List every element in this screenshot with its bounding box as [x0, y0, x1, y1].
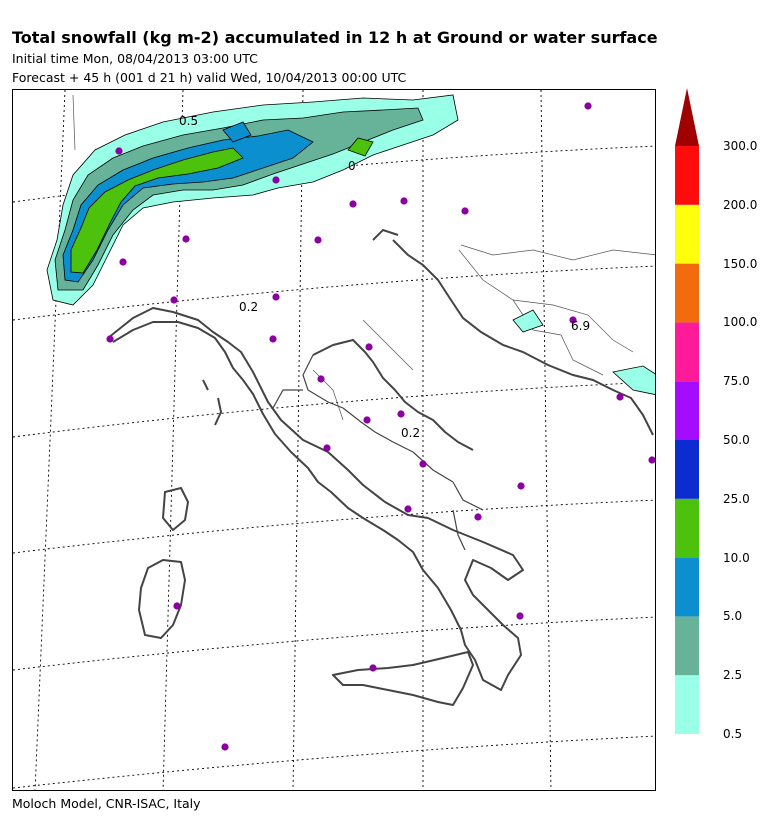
- colorbar-graphic: [675, 88, 699, 736]
- colorbar-swatch: [675, 616, 699, 675]
- colorbar-level-label: 0.5: [723, 727, 743, 741]
- map-title: Total snowfall (kg m-2) accumulated in 12 h at Ground or water surface: [12, 28, 658, 47]
- coastlines: [108, 308, 523, 705]
- colorbar-swatch: [675, 675, 699, 734]
- contour-label: 6.9: [571, 319, 591, 333]
- map-panel: [12, 89, 656, 791]
- colorbar-swatch: [675, 205, 699, 264]
- contour-label: 0.2: [239, 300, 259, 314]
- colorbar-level-label: 5.0: [723, 609, 743, 624]
- colorbar: [675, 88, 699, 736]
- region-boundaries: [273, 355, 483, 550]
- colorbar-level-label: 150.0: [723, 256, 758, 271]
- contour-label: 0.2: [401, 426, 421, 440]
- colorbar-level-label: 50.0: [723, 433, 750, 447]
- forecast-valid-label: Forecast + 45 h (001 d 21 h) valid Wed, 10/04/2013 00:00 UTC: [12, 70, 407, 85]
- colorbar-swatch: [675, 146, 699, 205]
- snowfall-field: [47, 95, 656, 395]
- colorbar-level-label: 25.0: [723, 491, 750, 506]
- colorbar-level-label: 2.5: [723, 668, 743, 683]
- model-credit: Moloch Model, CNR-ISAC, Italy: [12, 796, 201, 811]
- colorbar-triangle: [675, 88, 699, 146]
- colorbar-level-label: 10.0: [723, 550, 750, 565]
- balkan-coast: [373, 230, 653, 435]
- colorbar-level-label: 75.0: [723, 374, 750, 389]
- colorbar-swatch: [675, 440, 699, 499]
- map-canvas: [13, 90, 656, 791]
- initial-time-label: Initial time Mon, 08/04/2013 03:00 UTC: [12, 51, 258, 66]
- colorbar-swatch: [675, 264, 699, 323]
- colorbar-swatch: [675, 499, 699, 558]
- contour-label: 0: [348, 159, 356, 173]
- colorbar-level-label: 300.0: [723, 139, 758, 153]
- colorbar-swatch: [675, 381, 699, 440]
- colorbar-swatch: [675, 322, 699, 381]
- contour-label: 0.5: [179, 114, 199, 128]
- colorbar-level-label: 100.0: [723, 315, 758, 330]
- colorbar-level-label: 200.0: [723, 197, 758, 212]
- colorbar-swatch: [675, 558, 699, 617]
